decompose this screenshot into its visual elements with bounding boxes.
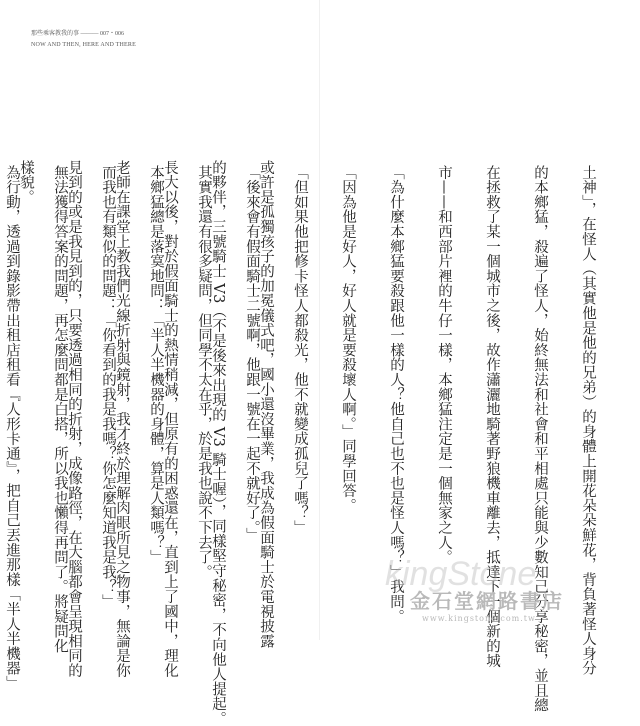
text-column: 無法獲得答案的問題，再怎麼問都是白搭，所以我也懶得再問了。將疑問化 [52, 165, 68, 654]
text-column: 土神」，在怪人（其實他是他的兄弟）的身體上開花朵朵鮮花，背負著怪人身分 [580, 165, 596, 676]
watermark [410, 585, 564, 623]
left-page-text [0, 160, 306, 726]
text-column: 老師在課堂上教我們光線折射與鏡射，我才終於理解肉眼所見之物事，無論是你 [114, 160, 130, 678]
header-english-title: NOW AND THEN, HERE AND THERE [31, 42, 136, 48]
header-chinese-title: 那些乘客教我的事 ——— 007・006 [31, 31, 125, 37]
watermark-logo: kingStone [385, 555, 537, 593]
text-column: 「後來會有假面騎士二號啊，他跟一號在一起不就好了。」 [244, 165, 260, 543]
text-column: 的本鄉猛，殺遍了怪人，始終無法和社會和平相處只能與少數知己分享秘密，並且總 [532, 165, 548, 713]
text-column: 為行動，透過到錄影帶出租店租看『人形卡通』，把自己丟進那樣「半人半機器」 [4, 165, 20, 691]
text-column: 「因為他是好人，好人就是要殺壞人啊。」同學回答。 [340, 165, 356, 513]
watermark-title: 金石堂網路書店 [410, 589, 564, 613]
watermark-url: www.kingstone.com.tw [422, 614, 536, 623]
text-column: 的夥伴，三號騎士 V3（不是後來出現的 V3 騎士喔），同樣堅守秘密，不向他人提起。 [210, 160, 226, 726]
text-column: 本鄉猛總是落寞地問：「半人半機器的身體，算是人類嗎？」 [148, 165, 164, 565]
text-column: 其實我還有很多疑問，但同學不太在乎，於是我也說不下去了。 [196, 165, 212, 580]
text-column: 見到的或是我見到的，只要透過相同的折射，成像路徑，在大腦都會呈現相同的 [66, 160, 82, 678]
text-column: 樣貌。 [18, 160, 34, 205]
text-column: 「但如果他把修卡怪人都殺光，他不就變成孤兒了嗎？」 [292, 165, 308, 535]
text-column: 在拯救了某一個城市之後，故作瀟灑地騎著野狼機車離去，抵達下一個新的城 [484, 165, 500, 669]
text-column: 而我也有類似的問題：「你看到的我是我嗎？你怎麼知道我是我？」 [100, 165, 116, 609]
text-column: 長大以後，對於假面騎士的熱情稍減，但原有的困惑還在，直到上了國中，理化 [162, 160, 178, 678]
text-column: 「為什麼本鄉猛要殺跟他一樣的人？他自己也不也是怪人嗎？」我問。 [388, 165, 404, 624]
text-column: 或許是孤獨孩子的加冕儀式吧，國小還沒畢業，我成為假面騎士於電視披露 [258, 160, 274, 649]
text-column: 市——和西部片裡的牛仔一樣，本鄉猛注定是一個無家之人。 [436, 165, 452, 565]
